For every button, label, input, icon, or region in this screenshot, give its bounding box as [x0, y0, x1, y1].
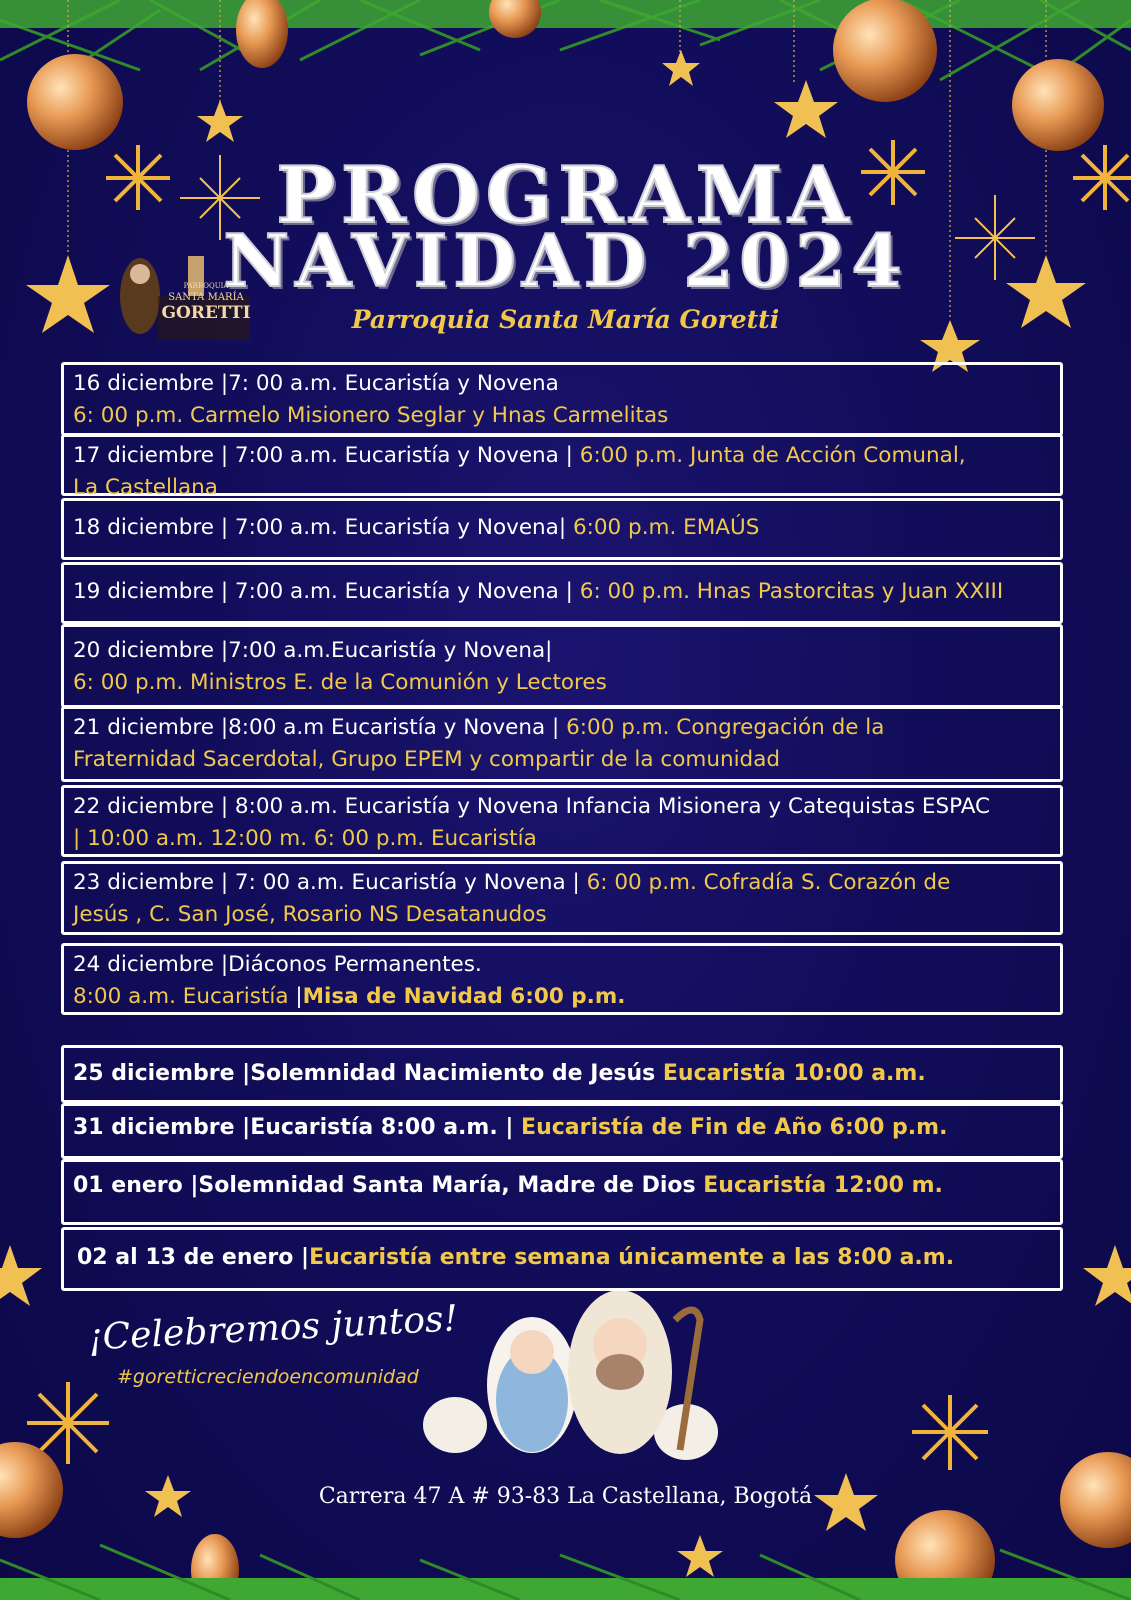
row-text: 31 diciembre |Eucaristía 8:00 a.m. | — [73, 1115, 522, 1140]
row-separator: | — [288, 984, 303, 1009]
hashtag: #goretticreciendoencomunidad — [117, 1366, 419, 1388]
row-highlight: 6:00 p.m. Junta de Acción Comunal, — [579, 443, 966, 468]
logo-text-goretti: GORETTI — [161, 303, 251, 323]
row-highlight-bold: Misa de Navidad 6:00 p.m. — [302, 984, 626, 1009]
schedule-row-16 — [61, 362, 1063, 436]
parish-subtitle: Parroquia Santa María Goretti — [351, 305, 780, 334]
ornament-teardrop-icon — [236, 0, 288, 68]
logo-text-parroquia: PARROQUIA — [183, 282, 229, 290]
row-text: 02 al 13 de enero | — [77, 1245, 310, 1270]
special-row-25-dic — [61, 1045, 1063, 1103]
logo-text-santa-maria: SANTA MARÍA — [168, 292, 244, 303]
row-text: 25 diciembre |Solemnidad Nacimiento de Jesús — [73, 1061, 663, 1086]
row-highlight: 6:00 p.m. Congregación de la — [566, 715, 885, 740]
row-text: 22 diciembre | 8:00 a.m. Eucaristía y Novena Infancia Misionera y Catequistas ESPAC — [73, 794, 991, 819]
row-highlight: 6: 00 p.m. Ministros E. de la Comunión y Lectores — [73, 670, 607, 695]
row-text: 23 diciembre | 7: 00 a.m. Eucaristía y Novena | — [73, 870, 587, 895]
row-highlight: Eucaristía entre semana únicamente a las 8:00 a.m. — [309, 1245, 955, 1270]
row-highlight: 6: 00 p.m. Carmelo Misionero Seglar y Hnas Carmelitas — [73, 403, 669, 428]
schedule-row-24 — [61, 943, 1063, 1015]
schedule-row-18 — [61, 498, 1063, 560]
row-highlight-cont: Jesús , C. San José, Rosario NS Desatanudos — [73, 902, 547, 927]
schedule-row-22 — [61, 785, 1063, 857]
row-text: 01 enero |Solemnidad Santa María, Madre de Dios — [73, 1173, 704, 1198]
celebrate-text: ¡Celebremos juntos! — [87, 1298, 459, 1359]
schedule-row-17 — [61, 434, 1063, 500]
schedule-row-21 — [61, 706, 1063, 782]
ornament-ball-icon — [27, 54, 123, 150]
row-highlight-cont: Fraternidad Sacerdotal, Grupo EPEM y compartir de la comunidad — [73, 747, 781, 772]
pine-garland-bottom-icon — [0, 1578, 1131, 1600]
special-row-31-dic — [61, 1103, 1063, 1159]
row-highlight: | 10:00 a.m. 12:00 m. 6: 00 p.m. Eucaristía — [73, 826, 537, 851]
row-text: 17 diciembre | 7:00 a.m. Eucaristía y Novena | — [73, 443, 580, 468]
row-text: 16 diciembre |7: 00 a.m. Eucaristía y Novena — [73, 371, 559, 396]
row-text: 21 diciembre |8:00 a.m Eucaristía y Novena | — [73, 715, 567, 740]
row-text: 20 diciembre |7:00 a.m.Eucaristía y Novena| — [73, 638, 553, 663]
schedule-row-19 — [61, 562, 1063, 624]
row-highlight: 6: 00 p.m. Hnas Pastorcitas y Juan XXIII — [579, 579, 1004, 604]
row-highlight: Eucaristía 10:00 a.m. — [662, 1061, 926, 1086]
row-highlight: Eucaristía 12:00 m. — [703, 1173, 943, 1198]
schedule-row-23 — [61, 861, 1063, 935]
page-title-line2: NAVIDAD 2024 — [223, 218, 908, 303]
row-highlight: 6:00 p.m. EMAÚS — [572, 515, 760, 540]
nativity-icon — [423, 1290, 718, 1460]
row-text: 19 diciembre | 7:00 a.m. Eucaristía y Novena | — [73, 579, 580, 604]
pine-needles-top-icon — [0, 0, 1131, 28]
row-highlight: 6: 00 p.m. Cofradía S. Corazón de — [586, 870, 951, 895]
ornament-ball-icon — [833, 0, 937, 102]
schedule-row-20 — [61, 624, 1063, 708]
row-text: 18 diciembre | 7:00 a.m. Eucaristía y Novena| — [73, 515, 573, 540]
row-highlight: 8:00 a.m. Eucaristía — [73, 984, 289, 1009]
row-highlight-cont: La Castellana — [73, 475, 218, 500]
ornament-ball-icon — [489, 0, 541, 38]
row-text: 24 diciembre |Diáconos Permanentes. — [73, 952, 482, 977]
address: Carrera 47 A # 93-83 La Castellana, Bogotá — [318, 1484, 813, 1509]
page-title-line1: PROGRAMA — [276, 150, 855, 241]
special-row-02-13-ene — [61, 1227, 1063, 1291]
row-highlight: Eucaristía de Fin de Año 6:00 p.m. — [521, 1115, 948, 1140]
ornament-ball-icon — [1012, 59, 1104, 151]
special-row-01-ene — [61, 1159, 1063, 1225]
